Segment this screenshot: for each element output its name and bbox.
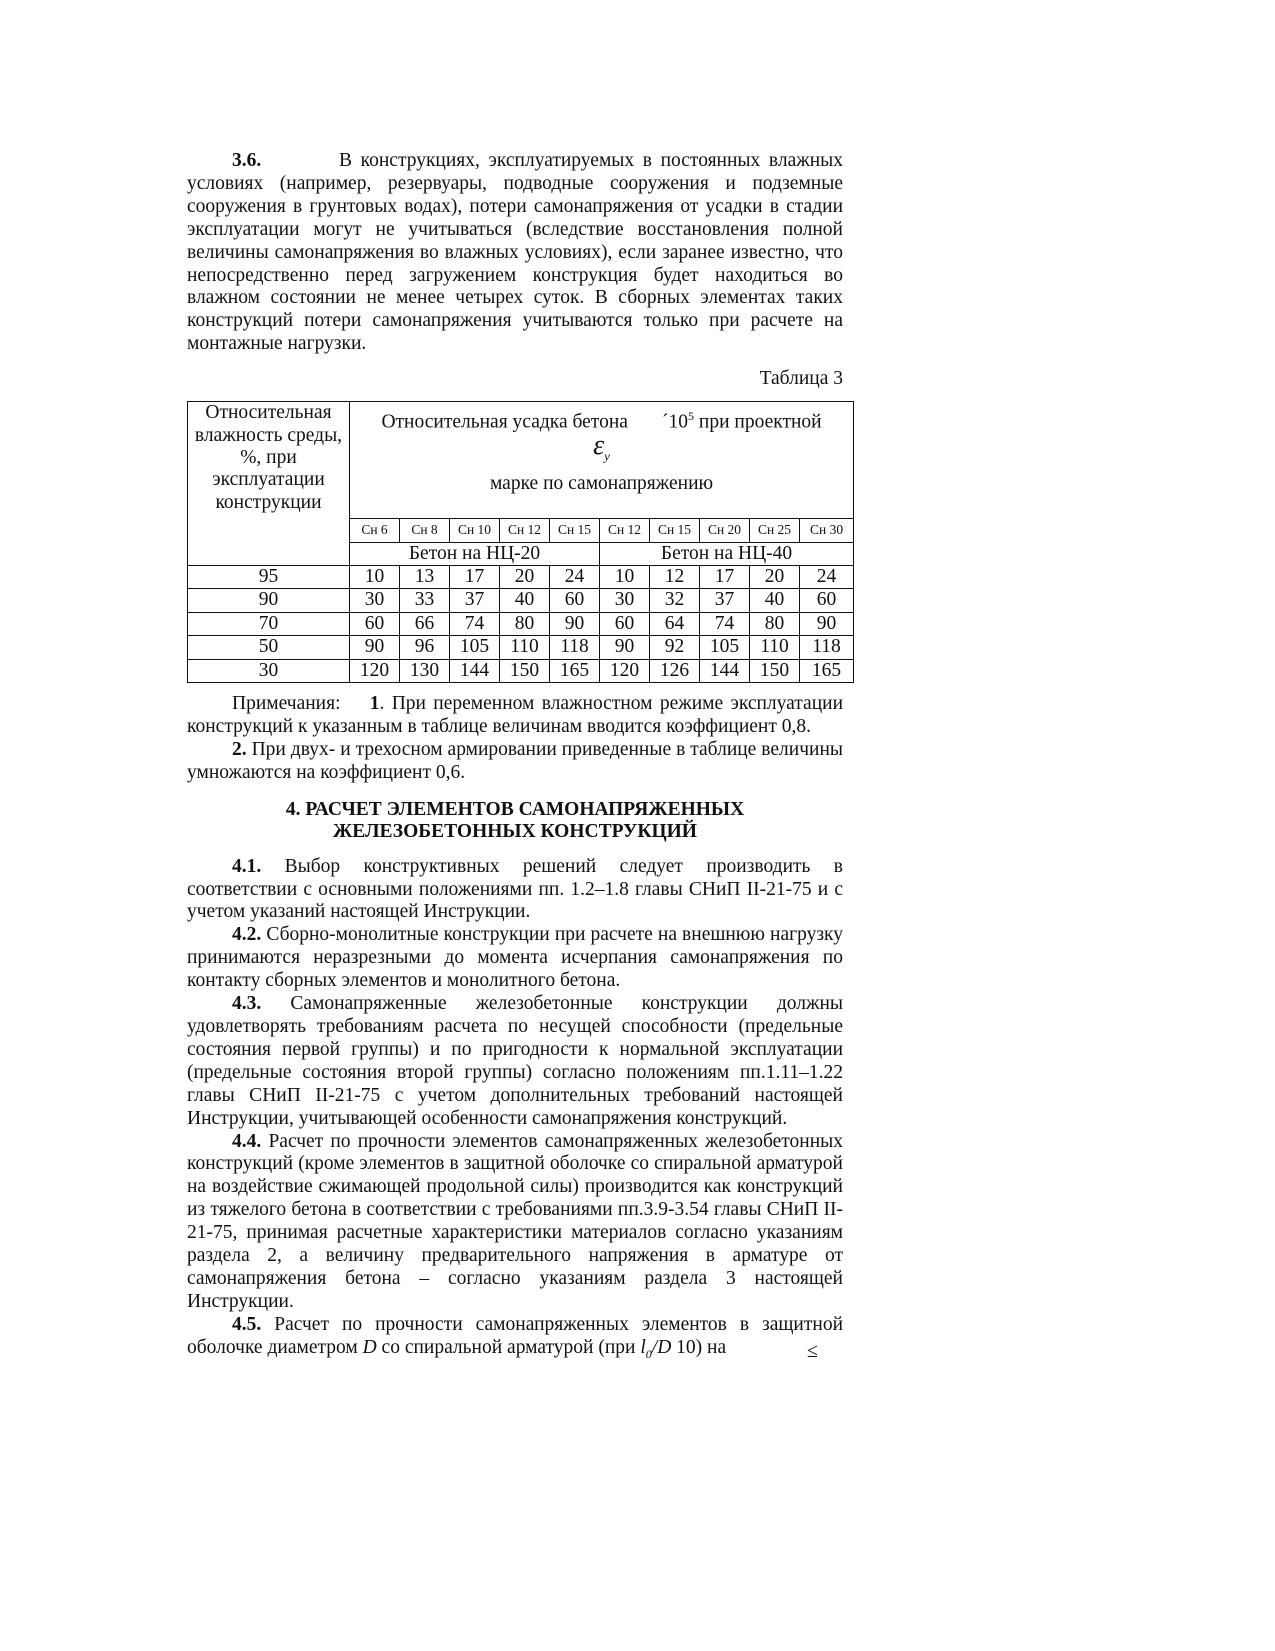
value-cell: 118	[800, 636, 854, 659]
value-cell: 17	[450, 565, 500, 588]
value-cell: 80	[750, 612, 800, 635]
value-cell: 110	[750, 636, 800, 659]
value-cell: 90	[550, 612, 600, 635]
header-line2: марке по самонапряжению	[489, 472, 714, 494]
grade-cell: Сн 6	[350, 519, 400, 542]
value-cell: 80	[500, 612, 550, 635]
group-nc20: Бетон на НЦ-20	[350, 542, 600, 565]
humidity-cell: 95	[188, 565, 350, 588]
value-cell: 64	[650, 612, 700, 635]
table-row	[188, 636, 854, 659]
grade-cell: Сн 20	[700, 519, 750, 542]
humidity-cell: 50	[188, 636, 350, 659]
value-cell: 40	[750, 589, 800, 612]
paragraph-4-1: 4.1. Выбор конструктивных решений следует производить в соответствии с основными положениями пп. 1.2–1.8 главы СНиП II-21-75 и с учетом указаний настоящей Инструкции.	[187, 855, 843, 923]
value-cell: 24	[800, 565, 854, 588]
value-cell: 120	[600, 659, 650, 682]
value-cell: 32	[650, 589, 700, 612]
value-cell: 10	[350, 565, 400, 588]
document-page	[187, 150, 843, 1365]
value-cell: 120	[350, 659, 400, 682]
value-cell: 144	[450, 659, 500, 682]
value-cell: 10	[600, 565, 650, 588]
value-cell: 60	[800, 589, 854, 612]
value-cell: 60	[600, 612, 650, 635]
value-cell: 20	[500, 565, 550, 588]
table-body	[188, 565, 854, 682]
value-cell: 105	[700, 636, 750, 659]
header-shrinkage	[350, 402, 854, 519]
value-cell: 90	[800, 612, 854, 635]
paragraph-4-3: 4.3. Самонапряженные железобетонные конструкции должны удовлетворять требованиям расчета по несущей способности (предельные состояния первой группы) и по пригодности к нормальной эксплуатации (предельные состояния второй группы) согласно положениям пп.1.11–1.22 главы СНиП II-21-75 с учетом дополнительных требований настоящей Инструкции, учитывающей особенности самонапряжения конструкций.	[187, 993, 843, 1129]
note-2: 2. При двух- и трехосном армировании приведенные в таблице величины умножаются на коэффициент 0,6.	[187, 738, 843, 783]
value-cell: 37	[450, 589, 500, 612]
table-row	[188, 659, 854, 682]
table-caption: Таблица 3	[759, 368, 843, 390]
value-cell: 96	[400, 636, 450, 659]
value-cell: 105	[450, 636, 500, 659]
value-cell: 90	[350, 636, 400, 659]
value-cell: 20	[750, 565, 800, 588]
paragraph-text: В конструкциях, эксплуатируемых в постоянных влажных условиях (например, резервуары, подводные сооружения и подземные сооружения в грунтовых водах), потери самонапряжения от усадки в стадии эксплуатации могут не учитываться (вследствие восстановления полной величины самонапряжения во влажных условиях), если заранее известно, что непосредственно перед загружением конструкция будет находиться во влажном состоянии не менее четырех суток. В сборных элементах таких конструкций потери самонапряжения учитываются только при расчете на монтажные нагрузки.	[187, 150, 843, 355]
table-row	[188, 612, 854, 635]
grade-cell: Сн 10	[450, 519, 500, 542]
value-cell: 40	[500, 589, 550, 612]
section-number: 3.6.	[232, 150, 262, 171]
epsilon-symbol: $\varepsilon_y$	[593, 430, 610, 464]
value-cell: 30	[350, 589, 400, 612]
humidity-cell: 70	[188, 612, 350, 635]
paragraph-4-4: 4.4. Расчет по прочности элементов самонапряженных железобетонных конструкций (кроме элементов в защитной оболочке со спиральной арматурой на воздействие сжимающей продольной силы) производится как конструкций из тяжелого бетона в соответствии с требованиями пп.3.9-3.54 главы СНиП II-21-75, принимая расчетные характеристики материалов согласно указаниям раздела 2, а величину предварительного напряжения в арматуре от самонапряжения бетона – согласно указаниям раздела 3 настоящей Инструкции.	[187, 1130, 843, 1312]
value-cell: 150	[750, 659, 800, 682]
header-line1: Относительная усадка бетона	[381, 411, 628, 433]
value-cell: 92	[650, 636, 700, 659]
grade-cell: Сн 25	[750, 519, 800, 542]
paragraph-4-2: 4.2. Сборно-монолитные конструкции при расчете на внешнюю нагрузку принимаются неразрезными до момента исчерпания самонапряжения по контакту сборных элементов и монолитного бетона.	[187, 924, 843, 992]
grade-cell: Сн 30	[800, 519, 854, 542]
humidity-cell: 90	[188, 589, 350, 612]
grade-cell: Сн 8	[400, 519, 450, 542]
humidity-cell: 30	[188, 659, 350, 682]
value-cell: 126	[650, 659, 700, 682]
grade-cell: Сн 12	[600, 519, 650, 542]
grade-cell: Сн 15	[550, 519, 600, 542]
value-cell: 110	[500, 636, 550, 659]
value-cell: 118	[550, 636, 600, 659]
value-cell: 165	[550, 659, 600, 682]
header-humidity: Относительная влажность среды, %, при эксплуатации конструкции	[188, 402, 350, 566]
paragraph-4-5: 4.5. Расчет по прочности самонапряженных элементов в защитной оболочке диаметром D со спиральной арматурой (при $l_0/D$ 10) на ≤	[187, 1313, 843, 1362]
value-cell: 37	[700, 589, 750, 612]
value-cell: 60	[550, 589, 600, 612]
notes	[187, 693, 843, 785]
value-cell: 74	[700, 612, 750, 635]
value-cell: 60	[350, 612, 400, 635]
leq-symbol: ≤	[807, 1339, 818, 1362]
value-cell: 24	[550, 565, 600, 588]
header-exponent: 5	[688, 409, 695, 424]
value-cell: 30	[600, 589, 650, 612]
table-row	[188, 589, 854, 612]
value-cell: 144	[700, 659, 750, 682]
value-cell: 74	[450, 612, 500, 635]
note-1: Примечания: 1. При переменном влажностном режиме эксплуатации конструкций к указанным в таблице величинам вводится коэффициент 0,8.	[187, 693, 844, 737]
value-cell: 12	[650, 565, 700, 588]
group-nc40: Бетон на НЦ-40	[600, 542, 854, 565]
shrinkage-table	[187, 401, 854, 683]
grade-cell: Сн 12	[500, 519, 550, 542]
grade-cell: Сн 15	[650, 519, 700, 542]
table-row	[188, 565, 854, 588]
section-4-heading: 4. РАСЧЕТ ЭЛЕМЕНТОВ САМОНАПРЯЖЕННЫХ ЖЕЛЕЗОБЕТОННЫХ КОНСТРУКЦИЙ	[285, 798, 745, 843]
value-cell: 165	[800, 659, 854, 682]
value-cell: 13	[400, 565, 450, 588]
header-suffix: при проектной	[694, 411, 822, 433]
value-cell: 66	[400, 612, 450, 635]
value-cell: 150	[500, 659, 550, 682]
paragraph-3-6	[187, 150, 843, 356]
header-factor: ´10	[662, 411, 689, 433]
value-cell: 90	[600, 636, 650, 659]
value-cell: 33	[400, 589, 450, 612]
value-cell: 130	[400, 659, 450, 682]
value-cell: 17	[700, 565, 750, 588]
